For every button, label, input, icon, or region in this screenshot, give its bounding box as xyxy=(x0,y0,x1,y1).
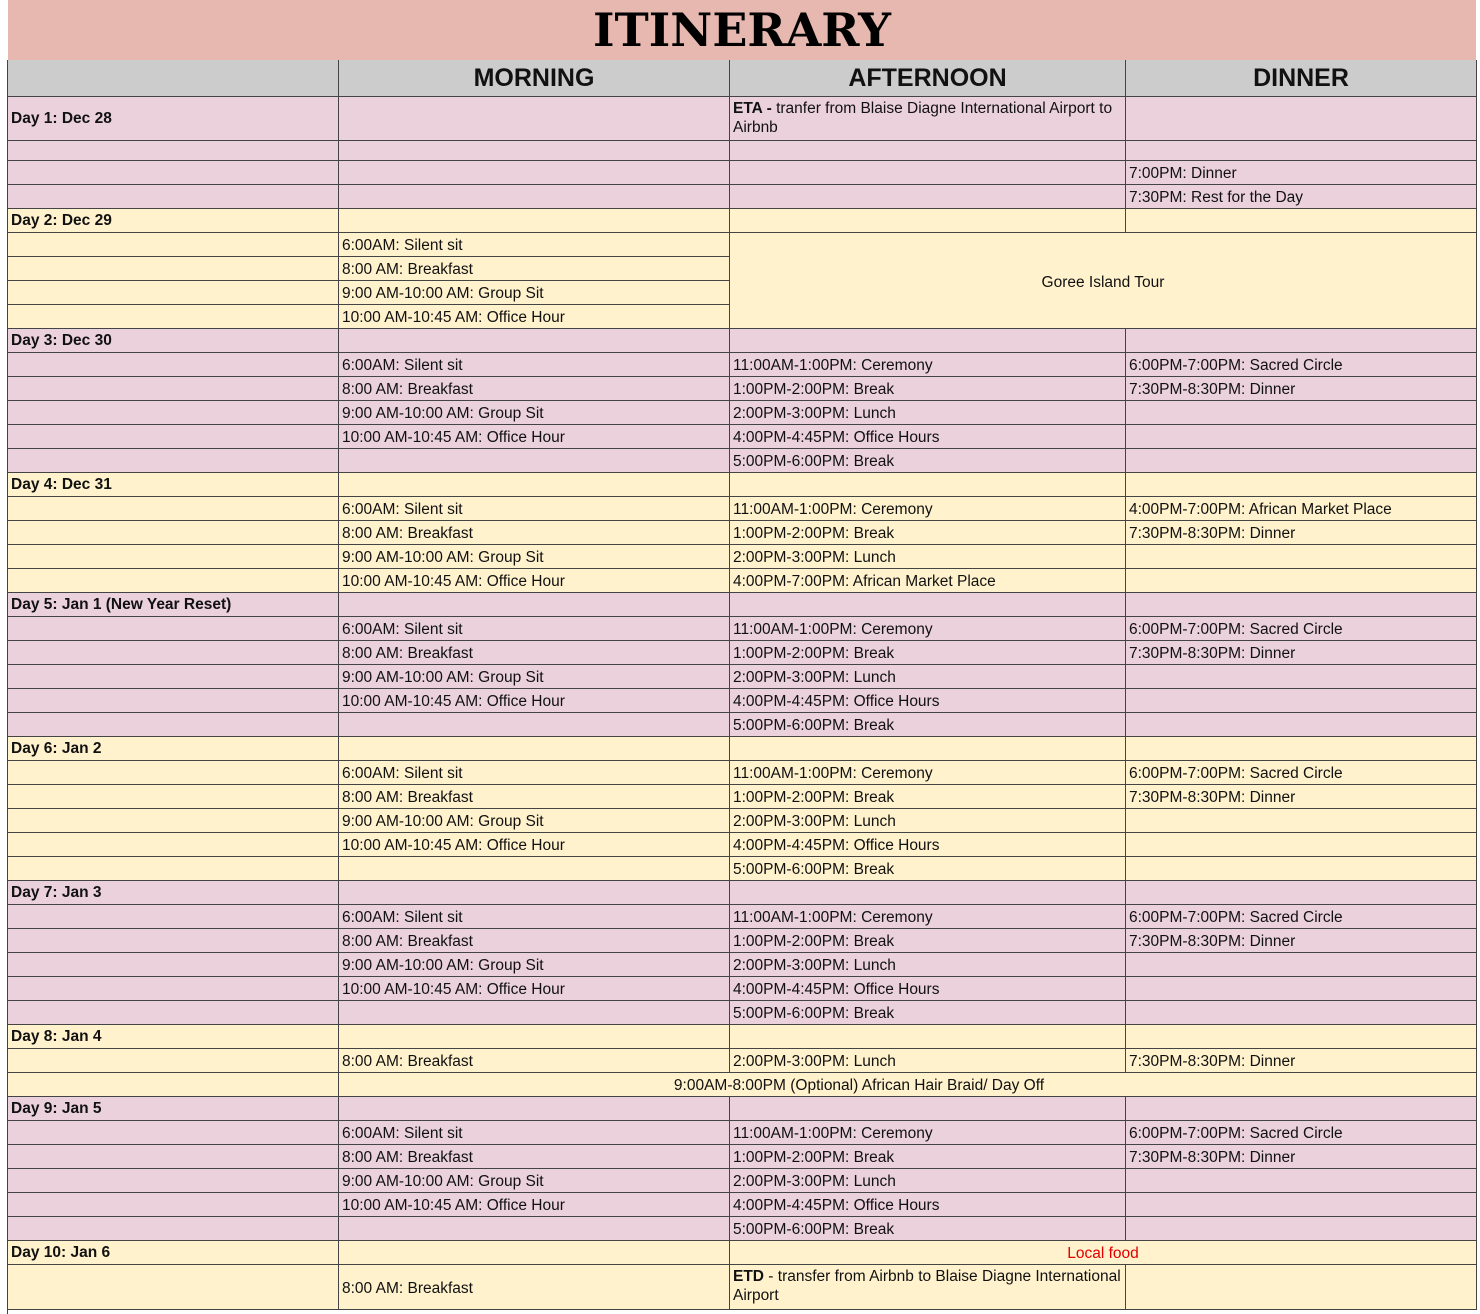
afternoon-cell: 2:00PM-3:00PM: Lunch xyxy=(730,545,1126,569)
day-label-blank xyxy=(8,161,339,185)
day-label-blank xyxy=(8,545,339,569)
afternoon-cell: 11:00AM-1:00PM: Ceremony xyxy=(730,497,1126,521)
day-label-blank xyxy=(8,905,339,929)
day-label-blank xyxy=(8,1073,339,1097)
goree-tour-cell: Goree Island Tour xyxy=(730,233,1477,329)
afternoon-cell: 1:00PM-2:00PM: Break xyxy=(730,929,1126,953)
afternoon-cell xyxy=(730,1025,1126,1049)
afternoon-cell xyxy=(730,593,1126,617)
dinner-cell xyxy=(1126,1097,1477,1121)
dinner-cell xyxy=(1126,665,1477,689)
header-morning: MORNING xyxy=(339,60,730,97)
morning-cell: 10:00 AM-10:45 AM: Office Hour xyxy=(339,833,730,857)
local-food-cell: Local food xyxy=(730,1241,1477,1265)
morning-cell: 6:00AM: Silent sit xyxy=(339,761,730,785)
afternoon-cell: 4:00PM-4:45PM: Office Hours xyxy=(730,833,1126,857)
day-label-blank xyxy=(8,665,339,689)
morning-cell: 9:00 AM-10:00 AM: Group Sit xyxy=(339,545,730,569)
dinner-cell xyxy=(1126,593,1477,617)
afternoon-cell: 2:00PM-3:00PM: Lunch xyxy=(730,809,1126,833)
dinner-cell xyxy=(1126,833,1477,857)
dinner-cell xyxy=(1126,329,1477,353)
day-label: Day 2: Dec 29 xyxy=(8,209,339,233)
morning-cell: 8:00 AM: Breakfast xyxy=(339,1145,730,1169)
dinner-cell xyxy=(1126,425,1477,449)
dinner-cell xyxy=(1126,689,1477,713)
afternoon-cell: 1:00PM-2:00PM: Break xyxy=(730,641,1126,665)
morning-cell: 9:00 AM-10:00 AM: Group Sit xyxy=(339,1169,730,1193)
morning-cell xyxy=(339,141,730,161)
dinner-cell: 7:30PM-8:30PM: Dinner xyxy=(1126,929,1477,953)
morning-cell: 8:00 AM: Breakfast xyxy=(339,521,730,545)
morning-cell xyxy=(339,737,730,761)
morning-cell: 8:00 AM: Breakfast xyxy=(339,785,730,809)
day-label-blank xyxy=(8,1145,339,1169)
afternoon-cell: 2:00PM-3:00PM: Lunch xyxy=(730,1169,1126,1193)
morning-cell: 8:00 AM: Breakfast xyxy=(339,257,730,281)
morning-cell: 8:00 AM: Breakfast xyxy=(339,1265,730,1310)
dinner-cell: 6:00PM-7:00PM: Sacred Circle xyxy=(1126,761,1477,785)
dinner-cell: 7:30PM-8:30PM: Dinner xyxy=(1126,1145,1477,1169)
dinner-cell: 6:00PM-7:00PM: Sacred Circle xyxy=(1126,1121,1477,1145)
dinner-cell xyxy=(1126,1193,1477,1217)
afternoon-cell: 4:00PM-4:45PM: Office Hours xyxy=(730,977,1126,1001)
day-label: Day 10: Jan 6 xyxy=(8,1241,339,1265)
day-label-blank xyxy=(8,977,339,1001)
day-label-blank xyxy=(8,1049,339,1073)
dinner-cell xyxy=(1126,209,1477,233)
afternoon-cell: 2:00PM-3:00PM: Lunch xyxy=(730,953,1126,977)
day-label-blank xyxy=(8,833,339,857)
day-label-blank xyxy=(8,689,339,713)
afternoon-cell: 1:00PM-2:00PM: Break xyxy=(730,377,1126,401)
day-label-blank xyxy=(8,713,339,737)
morning-cell xyxy=(339,1097,730,1121)
day-label-blank xyxy=(8,497,339,521)
morning-cell: 8:00 AM: Breakfast xyxy=(339,377,730,401)
afternoon-cell: 2:00PM-3:00PM: Lunch xyxy=(730,401,1126,425)
morning-cell: 10:00 AM-10:45 AM: Office Hour xyxy=(339,425,730,449)
afternoon-cell xyxy=(730,473,1126,497)
header-blank xyxy=(8,60,339,97)
dinner-cell: 7:30PM: Rest for the Day xyxy=(1126,185,1477,209)
day-label: Day 1: Dec 28 xyxy=(8,97,339,141)
afternoon-cell xyxy=(730,329,1126,353)
morning-cell xyxy=(339,881,730,905)
morning-cell: 10:00 AM-10:45 AM: Office Hour xyxy=(339,977,730,1001)
afternoon-cell: 11:00AM-1:00PM: Ceremony xyxy=(730,1121,1126,1145)
dinner-cell: 7:30PM-8:30PM: Dinner xyxy=(1126,641,1477,665)
day-label-blank xyxy=(8,1217,339,1241)
afternoon-cell: 5:00PM-6:00PM: Break xyxy=(730,857,1126,881)
dinner-cell: 7:30PM-8:30PM: Dinner xyxy=(1126,785,1477,809)
morning-cell: 8:00 AM: Breakfast xyxy=(339,641,730,665)
dinner-cell xyxy=(1126,737,1477,761)
day-label: Day 7: Jan 3 xyxy=(8,881,339,905)
day-label: Day 6: Jan 2 xyxy=(8,737,339,761)
morning-cell xyxy=(339,1217,730,1241)
dinner-cell xyxy=(1126,569,1477,593)
morning-cell: 6:00AM: Silent sit xyxy=(339,497,730,521)
day-label-blank xyxy=(8,377,339,401)
optional-activity-cell: 9:00AM-8:00PM (Optional) African Hair Braid/ Day Off xyxy=(339,1073,1477,1097)
dinner-cell: 4:00PM-7:00PM: African Market Place xyxy=(1126,497,1477,521)
morning-cell: 9:00 AM-10:00 AM: Group Sit xyxy=(339,953,730,977)
dinner-cell xyxy=(1126,97,1477,141)
dinner-cell: 7:30PM-8:30PM: Dinner xyxy=(1126,521,1477,545)
dinner-cell xyxy=(1126,1169,1477,1193)
day-label-blank xyxy=(8,1193,339,1217)
day-label-blank xyxy=(8,953,339,977)
eta-text: tranfer from Blaise Diagne International Airport to Airbnb xyxy=(733,100,1113,136)
day-label: Day 4: Dec 31 xyxy=(8,473,339,497)
afternoon-cell xyxy=(730,1097,1126,1121)
day-label-blank xyxy=(8,449,339,473)
dinner-cell xyxy=(1126,881,1477,905)
afternoon-cell: 5:00PM-6:00PM: Break xyxy=(730,449,1126,473)
morning-cell: 6:00AM: Silent sit xyxy=(339,353,730,377)
afternoon-cell: 4:00PM-4:45PM: Office Hours xyxy=(730,425,1126,449)
afternoon-cell: 4:00PM-4:45PM: Office Hours xyxy=(730,1193,1126,1217)
morning-cell xyxy=(339,857,730,881)
morning-cell: 6:00AM: Silent sit xyxy=(339,905,730,929)
morning-cell xyxy=(339,1025,730,1049)
afternoon-cell: 2:00PM-3:00PM: Lunch xyxy=(730,665,1126,689)
dinner-cell xyxy=(1126,473,1477,497)
header-afternoon: AFTERNOON xyxy=(730,60,1126,97)
afternoon-cell: 11:00AM-1:00PM: Ceremony xyxy=(730,905,1126,929)
morning-cell: 6:00AM: Silent sit xyxy=(339,233,730,257)
morning-cell: 10:00 AM-10:45 AM: Office Hour xyxy=(339,305,730,329)
dinner-cell: 6:00PM-7:00PM: Sacred Circle xyxy=(1126,353,1477,377)
etd-label: ETD xyxy=(733,1268,764,1285)
morning-cell: 6:00AM: Silent sit xyxy=(339,617,730,641)
page-title: ITINERARY xyxy=(593,3,891,57)
morning-cell: 10:00 AM-10:45 AM: Office Hour xyxy=(339,1193,730,1217)
day-label-blank xyxy=(8,809,339,833)
afternoon-cell: 5:00PM-6:00PM: Break xyxy=(730,1001,1126,1025)
morning-cell xyxy=(339,1001,730,1025)
etd-text: - transfer from Airbnb to Blaise Diagne International Airport xyxy=(733,1268,1121,1304)
morning-cell xyxy=(339,161,730,185)
departure-cell xyxy=(730,1265,1126,1310)
day-label-blank xyxy=(8,141,339,161)
dinner-cell: 6:00PM-7:00PM: Sacred Circle xyxy=(1126,905,1477,929)
dinner-cell xyxy=(1126,977,1477,1001)
morning-cell xyxy=(339,593,730,617)
morning-cell xyxy=(339,473,730,497)
afternoon-cell xyxy=(730,141,1126,161)
eta-label: ETA - xyxy=(733,100,777,117)
day-label-blank xyxy=(8,257,339,281)
day-label-blank xyxy=(8,641,339,665)
day-label-blank xyxy=(8,233,339,257)
afternoon-cell: 11:00AM-1:00PM: Ceremony xyxy=(730,761,1126,785)
dinner-cell: 7:30PM-8:30PM: Dinner xyxy=(1126,1049,1477,1073)
day-label: Day 8: Jan 4 xyxy=(8,1025,339,1049)
day-label-blank xyxy=(8,569,339,593)
day-label: Day 5: Jan 1 (New Year Reset) xyxy=(8,593,339,617)
dinner-cell xyxy=(1126,809,1477,833)
day-label: Day 3: Dec 30 xyxy=(8,329,339,353)
morning-cell xyxy=(339,97,730,141)
day-label-blank xyxy=(8,401,339,425)
day-label-blank xyxy=(8,761,339,785)
morning-cell xyxy=(339,1241,730,1265)
dinner-cell xyxy=(1126,449,1477,473)
day-label-blank xyxy=(8,1121,339,1145)
dinner-cell xyxy=(1126,141,1477,161)
afternoon-cell: 1:00PM-2:00PM: Break xyxy=(730,1145,1126,1169)
morning-cell: 8:00 AM: Breakfast xyxy=(339,1049,730,1073)
afternoon-cell: 5:00PM-6:00PM: Break xyxy=(730,1217,1126,1241)
morning-cell: 9:00 AM-10:00 AM: Group Sit xyxy=(339,401,730,425)
morning-cell xyxy=(339,329,730,353)
afternoon-cell xyxy=(730,881,1126,905)
day-label-blank xyxy=(8,305,339,329)
afternoon-cell: 1:00PM-2:00PM: Break xyxy=(730,785,1126,809)
afternoon-cell xyxy=(730,209,1126,233)
day-label-blank xyxy=(8,785,339,809)
day-label-blank xyxy=(8,425,339,449)
morning-cell: 9:00 AM-10:00 AM: Group Sit xyxy=(339,809,730,833)
dinner-cell xyxy=(1126,1001,1477,1025)
day-label-blank xyxy=(8,521,339,545)
dinner-cell xyxy=(1126,713,1477,737)
header-dinner: DINNER xyxy=(1126,60,1477,97)
afternoon-cell: 2:00PM-3:00PM: Lunch xyxy=(730,1049,1126,1073)
dinner-cell xyxy=(1126,953,1477,977)
morning-cell xyxy=(339,209,730,233)
afternoon-cell: 1:00PM-2:00PM: Break xyxy=(730,521,1126,545)
morning-cell: 9:00 AM-10:00 AM: Group Sit xyxy=(339,665,730,689)
day-label-blank xyxy=(8,281,339,305)
morning-cell: 9:00 AM-10:00 AM: Group Sit xyxy=(339,281,730,305)
morning-cell xyxy=(339,449,730,473)
dinner-cell xyxy=(1126,545,1477,569)
afternoon-cell: 11:00AM-1:00PM: Ceremony xyxy=(730,353,1126,377)
dinner-cell: 6:00PM-7:00PM: Sacred Circle xyxy=(1126,617,1477,641)
day-label-blank xyxy=(8,1169,339,1193)
morning-cell: 10:00 AM-10:45 AM: Office Hour xyxy=(339,569,730,593)
dinner-cell xyxy=(1126,1025,1477,1049)
dinner-cell xyxy=(1126,857,1477,881)
morning-cell: 10:00 AM-10:45 AM: Office Hour xyxy=(339,689,730,713)
morning-cell: 6:00AM: Silent sit xyxy=(339,1121,730,1145)
dinner-cell: 7:30PM-8:30PM: Dinner xyxy=(1126,377,1477,401)
dinner-cell: 7:00PM: Dinner xyxy=(1126,161,1477,185)
afternoon-cell xyxy=(730,737,1126,761)
day-label-blank xyxy=(8,353,339,377)
day-label-blank xyxy=(8,185,339,209)
day-label-blank xyxy=(8,1265,339,1310)
afternoon-cell: 5:00PM-6:00PM: Break xyxy=(730,713,1126,737)
morning-cell xyxy=(339,713,730,737)
afternoon-cell xyxy=(730,161,1126,185)
day-label-blank xyxy=(8,857,339,881)
day-label-blank xyxy=(8,617,339,641)
arrival-cell xyxy=(730,97,1126,141)
afternoon-cell: 4:00PM-7:00PM: African Market Place xyxy=(730,569,1126,593)
day-label: Day 9: Jan 5 xyxy=(8,1097,339,1121)
afternoon-cell: 11:00AM-1:00PM: Ceremony xyxy=(730,617,1126,641)
dinner-cell xyxy=(1126,1217,1477,1241)
dinner-cell xyxy=(1126,1265,1477,1310)
morning-cell xyxy=(339,185,730,209)
day-label-blank xyxy=(8,1001,339,1025)
dinner-cell xyxy=(1126,401,1477,425)
afternoon-cell xyxy=(730,185,1126,209)
day-label-blank xyxy=(8,929,339,953)
morning-cell: 8:00 AM: Breakfast xyxy=(339,929,730,953)
afternoon-cell: 4:00PM-4:45PM: Office Hours xyxy=(730,689,1126,713)
